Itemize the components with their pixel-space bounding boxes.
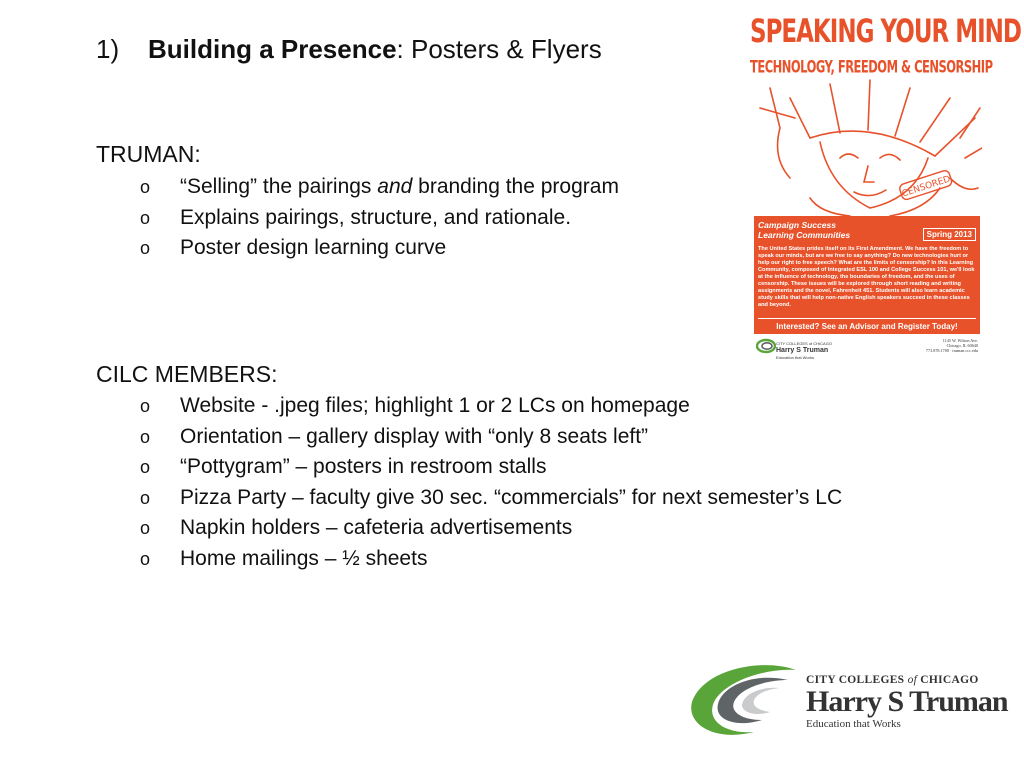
- section-heading-cilc: CILC MEMBERS:: [96, 361, 278, 387]
- bullet-text: Pizza Party – faculty give 30 sec. “commercials” for next semester’s LC: [180, 485, 843, 509]
- logo-line1-post: CHICAGO: [917, 674, 979, 686]
- poster-call-to-action: Interested? See an Advisor and Register Today!: [758, 318, 976, 331]
- bullet-marker: o: [140, 548, 151, 569]
- poster-title: SPEAKING YOUR MIND: [750, 14, 1022, 51]
- cilc-bullet-list: [140, 391, 842, 574]
- bullet-marker: o: [140, 177, 151, 197]
- poster-footer-logo-text: [776, 340, 832, 361]
- poster-address: [926, 338, 978, 353]
- title-rest: : Posters & Flyers: [396, 34, 602, 64]
- logo-line1-of: of: [907, 674, 918, 686]
- title-bold: Building a Presence: [148, 34, 397, 64]
- bullet-marker: o: [140, 396, 151, 416]
- list-item: [140, 513, 842, 544]
- list-item: [140, 422, 842, 453]
- bullet-marker: o: [140, 426, 151, 447]
- bullet-marker: o: [140, 238, 151, 258]
- bullet-text: Home mailings – ½ sheets: [180, 546, 428, 570]
- bullet-marker: o: [140, 487, 151, 508]
- bullet-marker: o: [140, 518, 151, 538]
- list-item: [140, 452, 842, 483]
- poster-footer: [754, 336, 980, 358]
- poster-footer-small: CITY COLLEGES of CHICAGO: [776, 341, 832, 346]
- list-item: [140, 172, 619, 203]
- statue-of-liberty-sketch-icon: [750, 78, 982, 218]
- section-heading-truman: TRUMAN:: [96, 141, 201, 167]
- poster-art-label: CENSORED: [900, 174, 952, 200]
- bullet-marker: o: [140, 207, 151, 228]
- truman-logo-text: [806, 674, 1008, 730]
- logo-tagline: Education that Works: [806, 718, 901, 730]
- logo-college-name: Harry S Truman: [806, 685, 1008, 718]
- truman-swoosh-icon: [756, 338, 776, 354]
- poster-image: [750, 8, 1022, 360]
- bullet-marker: o: [140, 457, 151, 477]
- bullet-text: “Pottygram” – posters in restroom stalls: [180, 455, 547, 478]
- bullet-emphasis: and: [377, 175, 413, 198]
- poster-info-band: [754, 216, 980, 334]
- poster-footer-name: Harry S Truman: [776, 347, 829, 354]
- truman-bullet-list: [140, 172, 619, 264]
- poster-subtitle: TECHNOLOGY, FREEDOM & CENSORSHIP: [750, 56, 993, 77]
- bullet-text: Website - .jpeg files; highlight 1 or 2 LCs on homepage: [180, 394, 690, 417]
- bullet-text: Napkin holders – cafeteria advertisements: [180, 516, 573, 539]
- title-number: 1): [96, 34, 120, 64]
- address-line3: 773.878.1700 · truman.ccc.edu: [925, 348, 978, 353]
- poster-semester-badge: Spring 2013: [923, 228, 976, 241]
- truman-logo-swoosh-icon: [684, 662, 802, 742]
- slide-title: [96, 34, 602, 65]
- bullet-text: “Selling” the pairings: [180, 175, 378, 198]
- list-item: [140, 233, 619, 264]
- poster-footer-tag: Education that Works: [776, 355, 814, 360]
- poster-band-title: [758, 220, 850, 240]
- poster-description: The United States prides itself on its First Amendment. We have the freedom to speak our minds, but are we free to say anything? Do new technologies hurt or help our right to free speech? What are the limits of censorship? In this Learning Community, composed of Integrated ESL 100 and College Success 101, we'll look at the influence of technology, the boundaries of freedom, and the uses of censorship. These issues will be explored through short reading and writing assignments and the novel, Fahrenheit 451. Students will also learn academic study skills that will help non-native English speakers succeed in these classes and beyond.: [758, 246, 975, 308]
- bullet-text-end: branding the program: [412, 175, 619, 198]
- address-line1: 1145 W. Wilson Ave.: [942, 338, 978, 343]
- address-line2: Chicago, IL 60640: [946, 343, 978, 348]
- bullet-text: Orientation – gallery display with “only 8 seats left”: [180, 424, 649, 448]
- list-item: [140, 203, 619, 234]
- logo-line1-pre: CITY COLLEGES: [806, 674, 908, 686]
- list-item: [140, 544, 842, 575]
- list-item: [140, 483, 842, 514]
- bullet-text: Explains pairings, structure, and rationale.: [180, 205, 572, 229]
- list-item: [140, 391, 842, 422]
- band-title-line1: Campaign Success: [758, 220, 836, 230]
- band-title-line2: Learning Communities: [758, 230, 851, 240]
- bullet-text: Poster design learning curve: [180, 236, 447, 259]
